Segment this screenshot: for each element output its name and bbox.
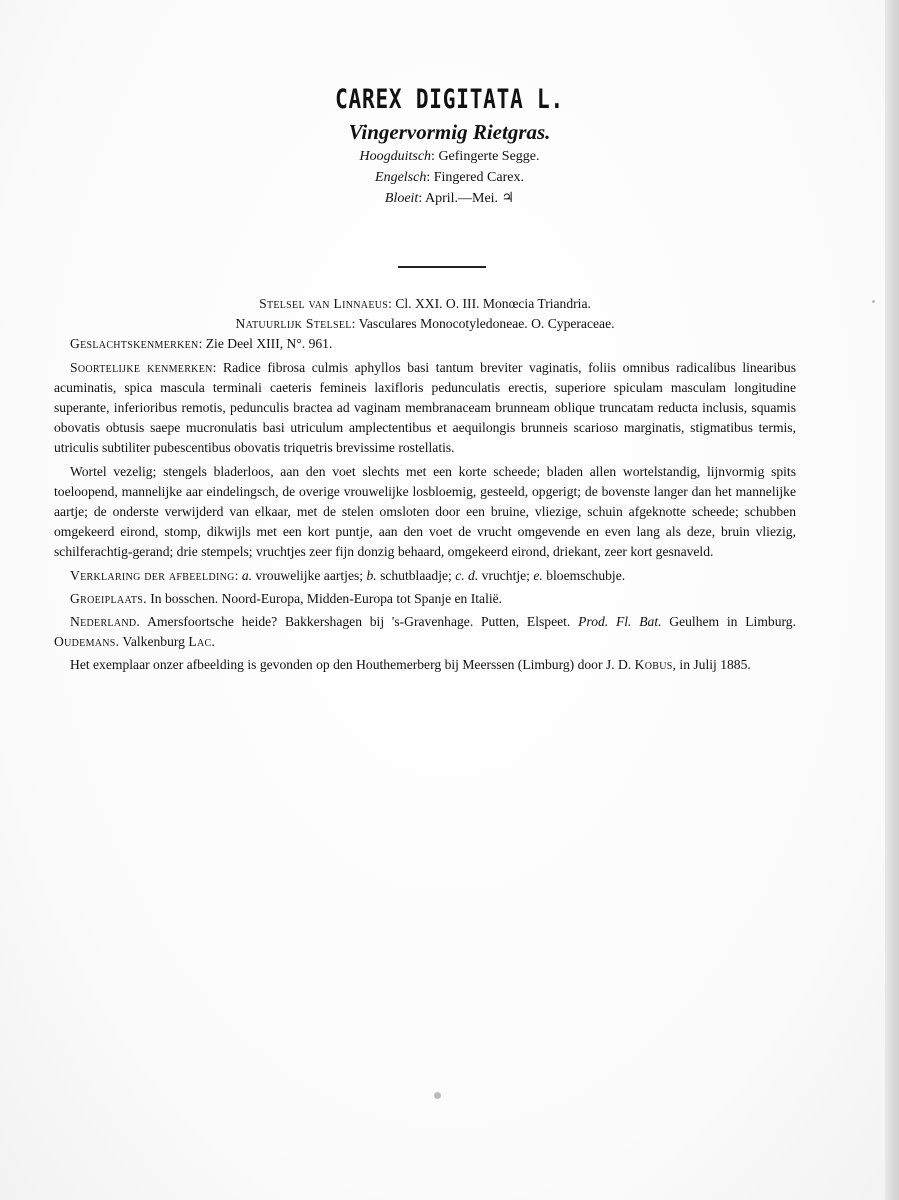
geslachtskenmerken-paragraph: Geslachtskenmerken: Zie Deel XIII, N°. 961. — [70, 336, 333, 352]
page-title: CAREX DIGITATA L. — [335, 84, 564, 115]
exemplaar-paragraph — [54, 655, 796, 675]
nederland-prod-ref: Prod. Fl. Bat. — [578, 614, 662, 630]
paper-speck — [872, 300, 875, 303]
groeiplaats-paragraph — [54, 589, 796, 609]
nederland-oudemans: Oudemans. — [54, 634, 120, 650]
stelsel-linnaeus-line: Stelsel van Linnaeus: Cl. XXI. O. III. Monœcia Triandria. — [259, 296, 591, 311]
soortelijke-kenmerken-paragraph: Soortelijke kenmerken: Radice fibrosa culmis aphyllos basi tantum breviter vaginatis, foliis omnibus radicalibus linearibus acuminatis, spica mascula terminali caeteris femineis laxifloris pedunculatis erectis, superiore spiculam masculam longitudine superante, inferioribus remotis, pedunculis bractea ad vaginam membranaceam brunneam oblique truncatam reducta inclusis, squamis obovatis obtusis saepe mucronulatis basi utriculum amplectentibus et aequilongis brunneis scarioso marginatis, stigmatibus termis, utriculis subtiliter pubescentibus obovatis triquetris brevissime rostellatis. — [54, 359, 796, 456]
nederland-value-1: Amersfoortsche heide? Bakkershagen bij 's-Gravenhage. Putten, Elspeet. — [147, 614, 571, 630]
bloeit-line: Bloeit: April.—Mei. ♃ — [384, 191, 515, 206]
wortel-paragraph: Wortel vezelig; stengels bladerloos, aan den voet slechts met een korte scheede; bladen allen wortelstandig, lijnvormig spits toeloopend, mannelijke aar eindelingsch, de overige vrouwelijke losbloemig, gesteeld, opgerigt; de bovenste langer dan het mannelijke aartje; de onderste verwijderd van elkaar, met de stelen omsloten door een bruine, vliezige, schuin afgeknotte scheede; schubben omgekeerd eirond, stomp, dikwijls met een kort puntje, aan den voet de vrucht omgevende en even lang als deze, bruin vliezig, schilferachtig-gerand; drie stempels; vruchtjes zeer fijn donzig behaard, omgekeerd eirond, driekant, zeer kort gesnaveld. — [54, 463, 796, 560]
engelsch-line: Engelsch: Fingered Carex. — [375, 170, 524, 185]
divider-rule — [398, 266, 486, 268]
verklaring-e-text: bloemschubje. — [546, 567, 626, 583]
hoogduitsch-value: Gefingerte Segge. — [438, 149, 540, 164]
engelsch-value: Fingered Carex. — [433, 170, 524, 185]
natuurlijk-stelsel-value: Vasculares Monocotyledoneae. O. Cyperaceae. — [358, 316, 615, 332]
verklaring-cd-letter: c. d. — [455, 567, 479, 583]
exemplaar-text: Het exemplaar onzer afbeelding is gevonden op den Houthemerberg bij Meerssen (Limburg) door J. D. — [70, 657, 632, 673]
verklaring-a-letter: a. — [241, 567, 253, 583]
groeiplaats-value: In bosschen. Noord-Europa, Midden-Europa tot Spanje en Italië. — [150, 590, 503, 606]
nederland-lac: Lac. — [188, 634, 216, 650]
soortelijke-kenmerken-label: Soortelijke kenmerken — [70, 359, 213, 375]
exemplaar-end: , in Julij 1885. — [672, 657, 751, 673]
hoogduitsch-label: Hoogduitsch — [359, 149, 432, 164]
paper-speck — [434, 1092, 441, 1099]
soortelijke-kenmerken-value: Radice fibrosa culmis aphyllos basi tantum breviter vaginatis, foliis omnibus radicalibus linearibus acuminatis, spica mascula terminali caeteris femineis laxifloris pedunculatis erectis, superiore spiculam masculam longitudine superante, inferioribus remotis, pedunculis bractea ad vaginam membranaceam brunneam oblique truncatam reducta inclusis, squamis obovatis obtusis saepe mucronulatis basi utriculum amplectentibus et aequilongis brunneis scarioso marginatis, stigmatibus termis, utriculis subtiliter pubescentibus obovatis triquetris brevissime rostellatis. — [54, 359, 796, 456]
bloeit-label: Bloeit — [384, 191, 419, 206]
verklaring-label: Verklaring der afbeelding — [70, 567, 235, 583]
header — [0, 84, 899, 209]
nederland-value-3: Valkenburg — [122, 634, 185, 650]
natuurlijk-stelsel-label: Natuurlijk Stelsel — [235, 316, 352, 332]
geslachtskenmerken-value: Zie Deel XIII, N°. 961. — [205, 336, 333, 352]
stelsel-linnaeus-value: Cl. XXI. O. III. Monœcia Triandria. — [395, 296, 591, 311]
document-body — [54, 294, 796, 679]
verklaring-b-letter: b. — [366, 567, 377, 583]
groeiplaats-label: Groeiplaats. — [70, 590, 147, 606]
page-subtitle: Vingervormig Rietgras. — [348, 120, 551, 144]
engelsch-label: Engelsch — [375, 170, 427, 185]
exemplaar-kobus: Kobus — [634, 657, 673, 673]
nederland-value-2: Geulhem in Limburg. — [669, 614, 796, 630]
geslachtskenmerken-label: Geslachtskenmerken — [70, 336, 199, 352]
hoogduitsch-line: Hoogduitsch: Gefingerte Segge. — [359, 149, 540, 164]
nederland-paragraph — [54, 612, 796, 652]
verklaring-cd-text: vruchtje; — [481, 567, 530, 583]
verklaring-paragraph: Verklaring der afbeelding: a. vrouwelijke aartjes; b. schutblaadje; c. d. vruchtje; e. bloemschubje. — [70, 567, 626, 583]
nederland-label: Nederland. — [70, 614, 141, 630]
verklaring-a-text: vrouwelijke aartjes; — [255, 567, 364, 583]
verklaring-b-text: schutblaadje; — [380, 567, 452, 583]
natuurlijk-stelsel-line: Natuurlijk Stelsel: Vasculares Monocotyledoneae. O. Cyperaceae. — [235, 316, 615, 332]
stelsel-linnaeus-label: Stelsel van Linnaeus — [259, 296, 389, 311]
bloeit-value: April.—Mei. ♃ — [424, 191, 515, 206]
verklaring-e-letter: e. — [533, 567, 543, 583]
